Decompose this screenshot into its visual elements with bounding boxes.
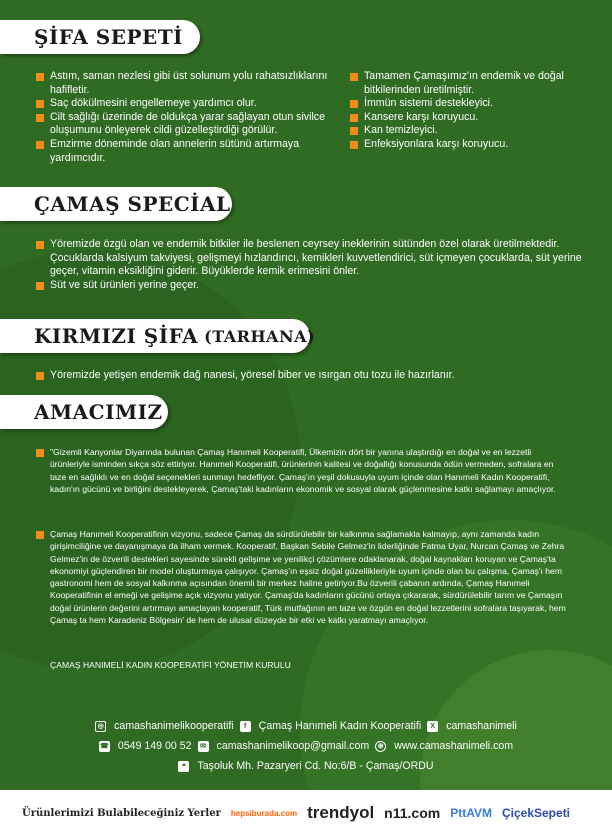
hepsiburada-logo[interactable]: hepsiburada.com (230, 808, 298, 818)
sifa-sepeti-right-list (350, 70, 590, 152)
list-item: Kansere karşı koruyucu. (350, 111, 590, 125)
list-item: Yöremizde özgü olan ve endemik bitkiler ile beslenen ceyrsey ineklerinin sütünden özel olarak üretilmektedir. Çocuklarda kalsiyum takviyesi, gelişmeyi hızlandırıcı, kemikleri kuvvetlendirici, süt içmeyen çocuklarda, süt yerine geçer, vitamin eksikliğini giderir. Büyüklerde kemik erimesini önler. (36, 238, 586, 279)
kirmizi-sifa-list (36, 369, 586, 383)
contacts-row-address (0, 760, 612, 772)
list-item: Enfeksiyonlara karşı koruyucu. (350, 138, 590, 152)
address: Taşoluk Mh. Pazaryeri Cd. No:6/B - Çamaş/ORDU (197, 760, 434, 772)
phone-icon: ☎ (99, 741, 110, 752)
facebook-page[interactable]: Çamaş Hanımeli Kadın Kooperatifi (258, 720, 422, 732)
contacts-row-social (0, 720, 612, 732)
section-subtitle-tarhana: (TARHANA) (204, 326, 316, 346)
list-item: Saç dökülmesini engellemeye yardımcı olur. (36, 97, 336, 111)
list-item: Süt ve süt ürünleri yerine geçer. (36, 279, 586, 293)
list-item: İmmün sistemi destekleyici. (350, 97, 590, 111)
instagram-icon: ◎ (95, 721, 106, 732)
amacimiz-paragraph-2: Çamaş Hanımeli Kooperatifinin vizyonu, sadece Çamaş da sürdürülebilir bir kalkınma sağlamakla kalmayıp, aynı zamanda kadın girişimciliğine ve dayanışmaya da ilham vermek. Kooperatif, Başkan Sebile Gelmez'in liderliğinde Fatma Uyar, Nurcan Çamaş ve Zehra Gelmez'in de özverili destekleri sayesinde sürekli gelişime ve yenilikçi çözümlere odaklanarak, doğal kaynakları koruyan ve Çamaş'ta ekonomiyi güçlendiren bir model oluşturmaya çalışıyor. Çamaş'ın eşsiz doğal güzellikleriyle uyum içinde olan bu çalışma, Çamaş'ı hem gastronomi hem de sosyal kalkınma açısından önemli bir merkez haline getiriyor.Bu özverili çabanın ardında, Çamaş Hanımeli Kooperatifinin el emeği ve gelişime açık vizyonu yatıyor. Çamaş'da kadınların gücünü ortaya çıkararak, sürdürülebilir tarım ve Çamaşın doğal ürünlerin değerini artırmayı amaçlayan kooperatif, Türk mutfağının en taze ve özgün en doğal lezzetlerini sofralara taşıyarak, hem Çamaş ta hem Karadeniz Bölgesin' de hem de ulusal düzeyde bir etki ve katkı yaratmayı amaçlıyor. (50, 528, 570, 626)
section-title-sifa-sepeti: ŞİFA SEPETİ (0, 20, 200, 54)
section-title-camas-special: ÇAMAŞ SPECİAL (0, 187, 232, 221)
email-icon: ✉ (198, 741, 209, 752)
list-item: Yöremizde yetişen endemik dağ nanesi, yöresel biber ve ısırgan otu tozu ile hazırlanır. (36, 369, 586, 383)
signature: ÇAMAŞ HANIMELİ KADIN KOOPERATİFİ YÖNETİM KURULU (50, 660, 291, 670)
email-address[interactable]: camashanimelikoop@gmail.com (216, 740, 370, 752)
location-icon: ⌖ (178, 761, 189, 772)
section-title-kirmizi-sifa: KIRMIZI ŞİFA (TARHANA) (0, 319, 310, 353)
pttavm-logo[interactable]: PttAVM (450, 806, 492, 820)
camas-special-list (36, 238, 586, 292)
contacts-row-phone-email (0, 740, 612, 752)
phone-number[interactable]: 0549 149 00 52 (117, 740, 192, 752)
amacimiz-paragraph-1: "Gizemli Kanyonlar Diyarında bulunan Çamaş Hanımeli Kooperatifi, Ülkemizin dört bir yanına ulaştırdığı en doğal ve en lezzetli ürünleriyle isminden sıkça söz ettiriyor. Hanımeli Kooperatifi, ürünlerinin kalitesi ve doğallığı konusunda ödün vermeden, sofralara en taze en sağlıklı ve en doğal seçenekleri sunmayı hedefliyor. Çamaş'ın yeşil dokusuyla uyum içinde olan Hanımeli Kadın Kooperatifi, kadın'ın gücünü ve birliğini destekleyerek, Çamaş'taki kadınların ekonomik ve sosyal olarak güçlenmesine katkı sağlamayı amaçlıyor. (50, 446, 570, 495)
list-item: Kan temizleyici. (350, 124, 590, 138)
list-item: Emzirme döneminde olan annelerin sütünü artırmaya yardımcıdır. (36, 138, 336, 165)
list-item: Astım, saman nezlesi gibi üst solunum yolu rahatsızlıklarını hafifletir. (36, 70, 336, 97)
facebook-icon: f (240, 721, 251, 732)
trendyol-logo[interactable]: trendyol (307, 803, 375, 822)
ciceksepeti-logo[interactable]: ÇiçekSepeti (501, 806, 571, 820)
section-title-amacimiz: AMACIMIZ (0, 395, 168, 429)
x-icon: X (427, 721, 438, 732)
sifa-sepeti-left-list (36, 70, 336, 165)
n11-logo[interactable]: n11.com (384, 805, 441, 821)
instagram-handle[interactable]: camashanimelikooperatifi (114, 720, 234, 732)
list-item: Tamamen Çamaşımız'ın endemik ve doğal bitkilerinden üretilmiştir. (350, 70, 590, 97)
stores-lead: Ürünlerimizi Bulabileceğiniz Yerler (22, 807, 221, 819)
website-link[interactable]: www.camashanimeli.com (394, 740, 514, 752)
stores-footer (0, 790, 612, 836)
list-item: Cilt sağlığı üzerinde de oldukça yarar sağlayan otun sivilce oluşumunu önleyerek cildi güzelleştirdiği görülür. (36, 111, 336, 138)
x-handle[interactable]: camashanimeli (446, 720, 517, 732)
web-icon: ⊕ (375, 741, 386, 752)
